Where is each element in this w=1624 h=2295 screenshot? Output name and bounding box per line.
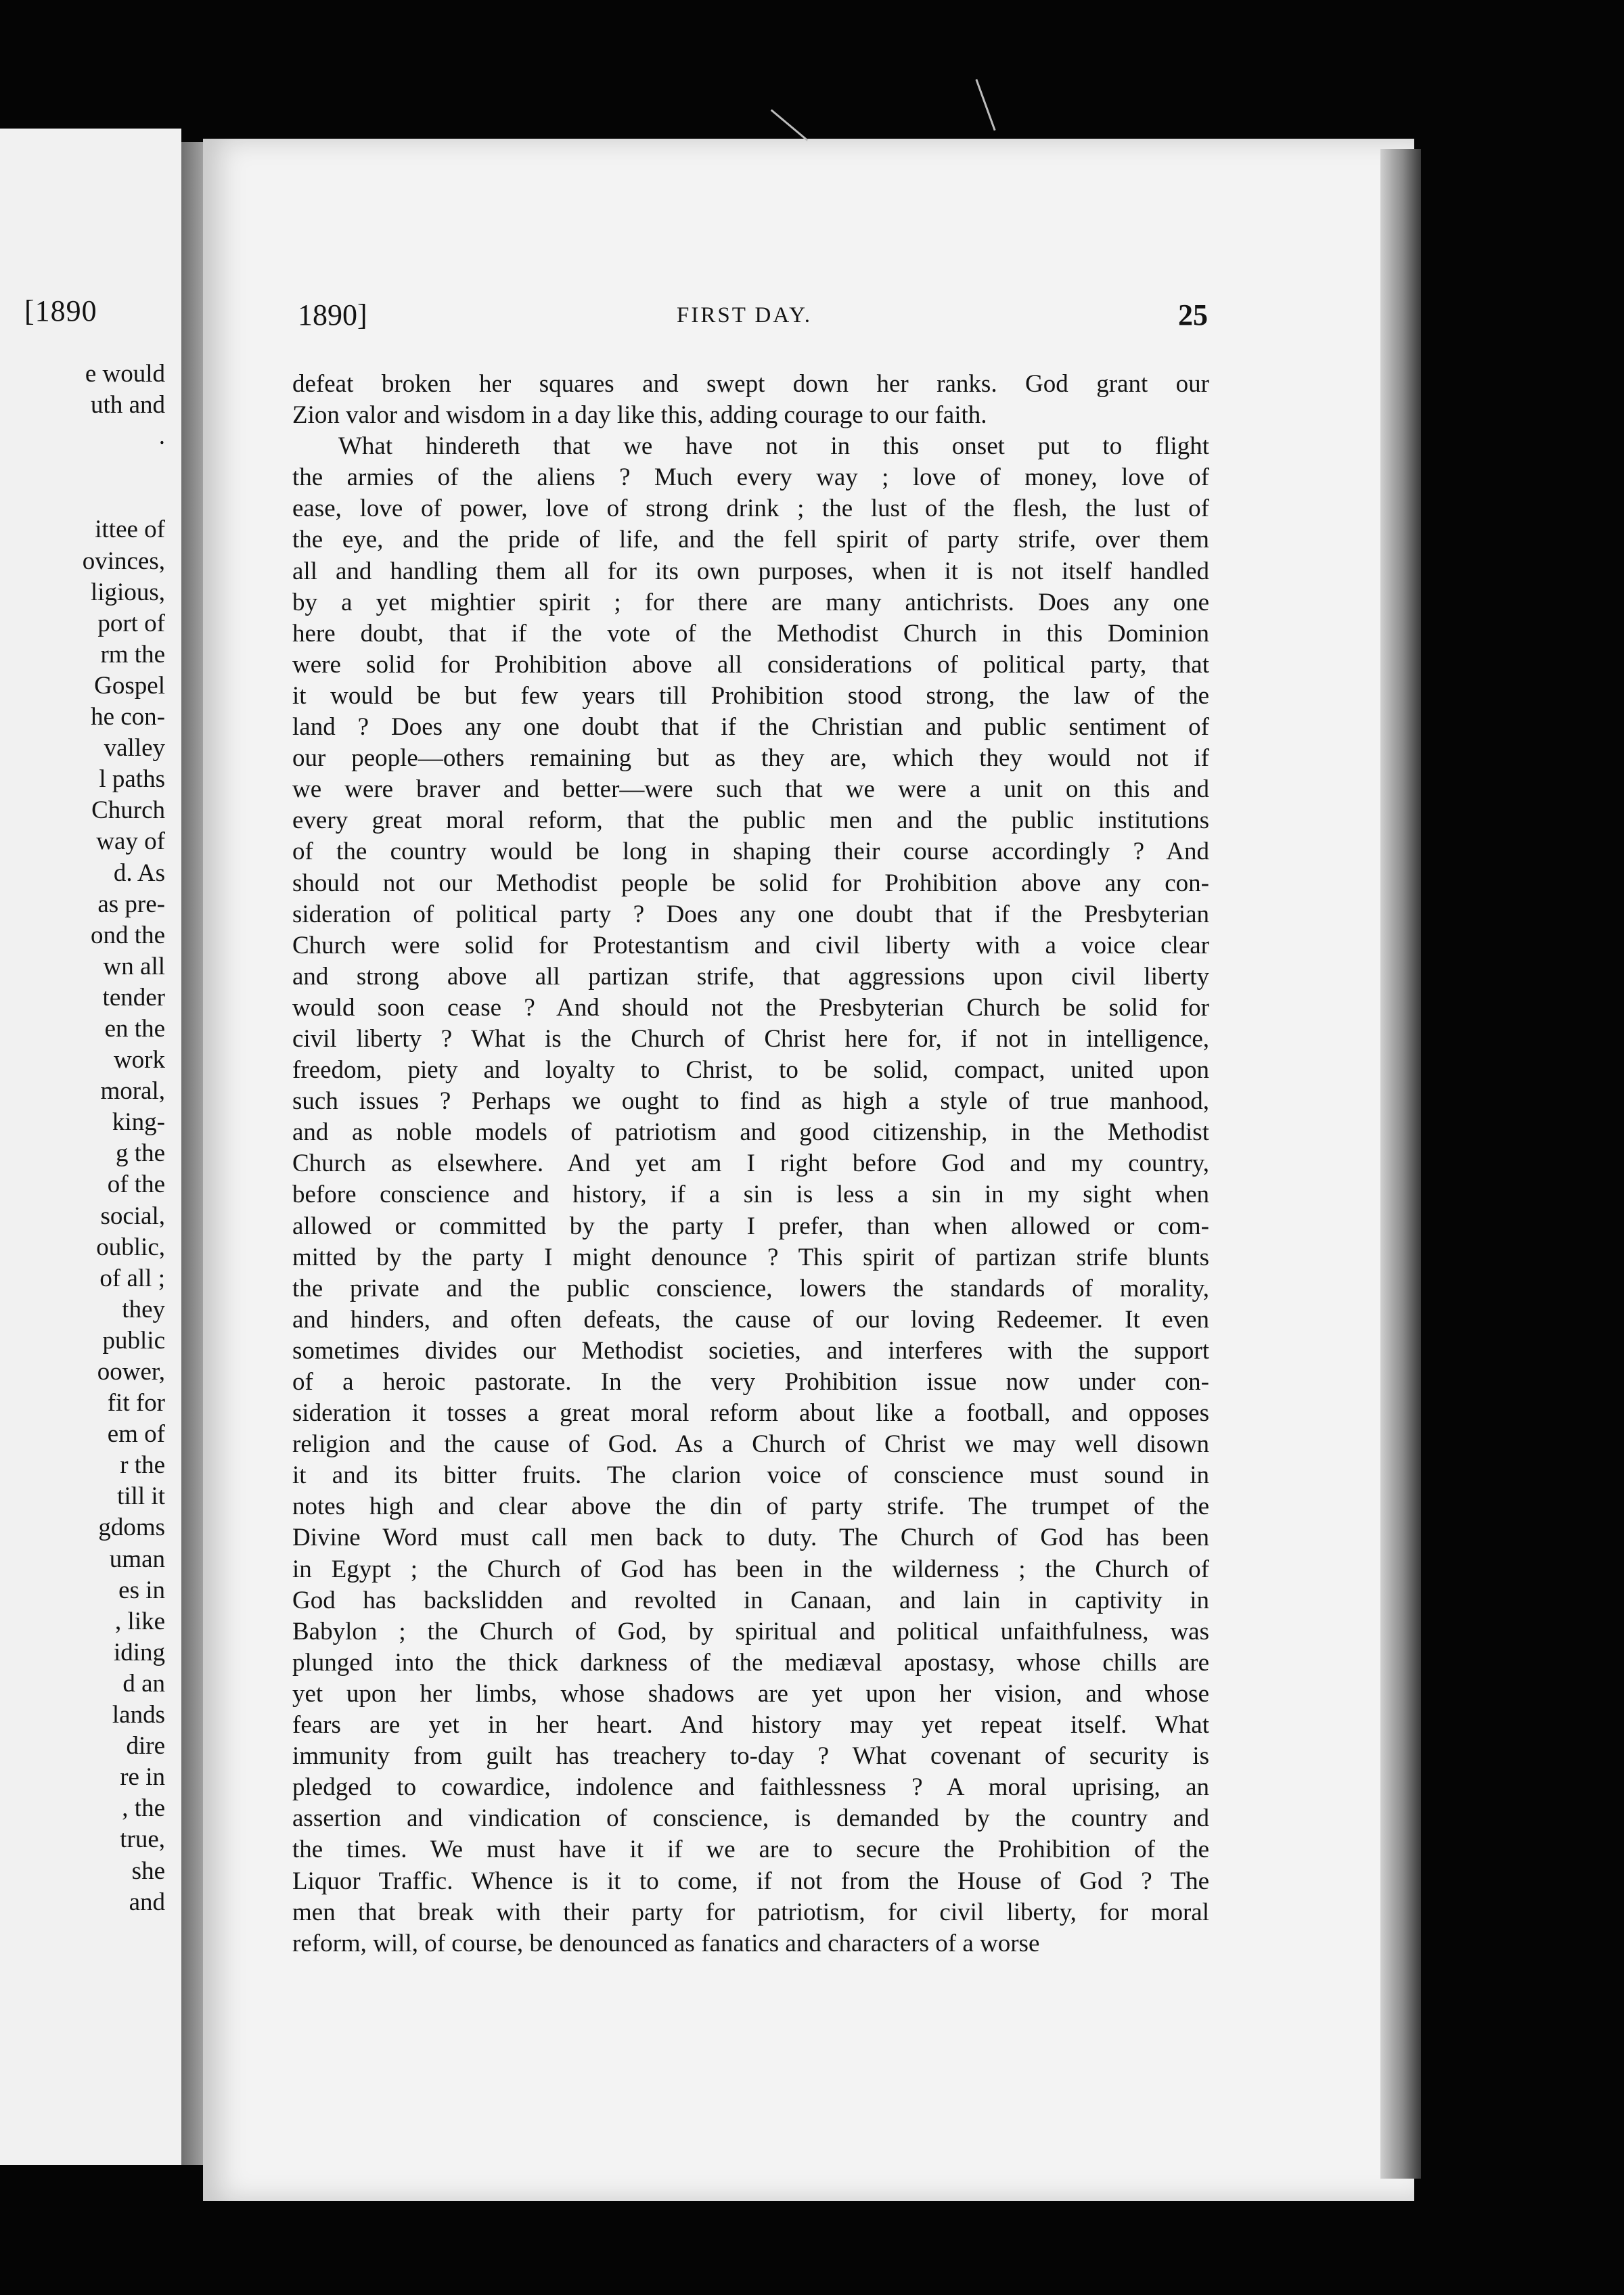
previous-page-text-line: ond the [91,921,165,949]
text-line: should not our Methodist people be solid for Prohibition above any con- [292,869,1209,897]
previous-page-text-line: re in [120,1763,165,1792]
text-line: in Egypt ; the Church of God has been in the wilderness ; the Church of [292,1555,1209,1583]
page-body-text [292,369,1209,1959]
previous-page-text-line: Church [91,796,165,825]
previous-page-text-line: uman [109,1545,165,1573]
film-scratch [975,79,995,131]
text-line: the times. We must have it if we are to secure the Prohibition of the [292,1836,1209,1864]
text-line: immunity from guilt has treachery to-day ? What covenant of security is [292,1742,1209,1771]
previous-page-text-line: valley [104,734,165,763]
previous-page-text-line: r the [120,1451,165,1480]
text-line: would soon cease ? And should not the Presbyterian Church be solid for [292,993,1209,1022]
text-line: the eye, and the pride of life, and the fell spirit of party strife, over them [292,526,1209,554]
text-line: reform, will, of course, be denounced as fanatics and characters of a worse [292,1929,1040,1957]
previous-page-text-line: public [102,1326,165,1355]
previous-page-text-line: oower, [97,1358,165,1386]
previous-page-text-line: iding [113,1638,165,1666]
text-line: defeat broken her squares and swept down her ranks. God grant our [292,370,1209,398]
previous-page-text-line: ittee of [95,516,165,544]
text-line: sometimes divides our Methodist societies, and interferes with the support [292,1336,1209,1365]
previous-page-text-line: moral, [100,1077,165,1106]
text-line: and strong above all partizan strife, that aggressions upon civil liberty [292,962,1209,991]
previous-page-text-line: gdoms [98,1514,165,1542]
text-line: allowed or committed by the party I prefer, than when allowed or com- [292,1212,1209,1240]
text-line: religion and the cause of God. As a Church of Christ we may well disown [292,1430,1209,1459]
text-line: Babylon ; the Church of God, by spiritual and political unfaithfulness, was [292,1617,1209,1645]
previous-page-text-line: tender [102,983,165,1012]
text-line: God has backslidden and revolted in Canaan, and lain in captivity in [292,1586,1209,1614]
previous-page-text-fragments [0,359,165,1918]
previous-page [0,129,181,2165]
text-line: notes high and clear above the din of party strife. The trumpet of the [292,1493,1209,1521]
previous-page-text-line [0,483,165,514]
text-line: ease, love of power, love of strong drink ; the lust of the flesh, the lust of [292,495,1209,523]
previous-page-text-line: dire [126,1732,165,1760]
text-line: Divine Word must call men back to duty. The Church of God has been [292,1524,1209,1552]
text-line: it and its bitter fruits. The clarion voice of conscience must sound in [292,1461,1209,1490]
running-head-year: 1890] [298,298,367,332]
text-line: fears are yet in her heart. And history may yet repeat itself. What [292,1711,1209,1740]
previous-page-text-line: es in [118,1576,165,1604]
previous-page-text-line: king- [112,1108,165,1137]
text-line: yet upon her limbs, whose shadows are yet upon her vision, and whose [292,1679,1209,1708]
text-line: by a yet mightier spirit ; for there are many antichrists. Does any one [292,588,1209,616]
text-line: Zion valor and wisdom in a day like this, adding courage to our faith. [292,401,987,430]
previous-page-text-line: . [158,422,165,451]
text-line: all and handling them all for its own purposes, when it is not itself handled [292,557,1209,585]
previous-page-text-line: ovinces, [82,547,165,575]
previous-page-text-line: oublic, [96,1233,165,1261]
previous-page-text-line: lands [112,1701,165,1729]
previous-page-text-line: d an [122,1669,165,1698]
previous-page-text-line: way of [96,827,165,856]
text-line: of a heroic pastorate. In the very Prohibition issue now under con- [292,1368,1209,1396]
text-line: and hinders, and often defeats, the cause of our loving Redeemer. It even [292,1305,1209,1334]
previous-page-text-line: e would [85,360,165,388]
text-line: Church as elsewhere. And yet am I right before God and my country, [292,1150,1209,1178]
previous-page-text-line: port of [97,609,165,637]
previous-page-text-line: wn all [103,952,165,980]
text-line: the private and the public conscience, lowers the standards of morality, [292,1274,1209,1302]
previous-page-text-line: en the [104,1014,165,1043]
page-edge-shadow [1380,149,1421,2179]
previous-page-text-line: rm the [100,640,165,668]
previous-page-text-line: social, [100,1202,165,1230]
previous-page-text-line: g the [116,1139,165,1168]
text-line: were solid for Prohibition above all considerations of political party, that [292,650,1209,679]
text-line: pledged to cowardice, indolence and faithlessness ? A moral uprising, an [292,1773,1209,1802]
previous-page-text-line: work [113,1046,165,1074]
previous-page-text-line [0,452,165,483]
previous-page-text-line: Gospel [94,671,165,700]
previous-page-text-line: and [129,1888,165,1916]
text-line: sideration of political party ? Does any one doubt that if the Presbyterian [292,900,1209,928]
text-line: civil liberty ? What is the Church of Christ here for, if not in intelligence, [292,1024,1209,1053]
text-line: it would be but few years till Prohibition stood strong, the law of the [292,681,1209,710]
previous-page-text-line: , the [122,1794,165,1823]
text-line: such issues ? Perhaps we ought to find as high a style of true manhood, [292,1087,1209,1116]
previous-page-text-line: till it [117,1482,165,1511]
text-line: plunged into the thick darkness of the mediæval apostasy, whose chills are [292,1648,1209,1677]
text-line: What hindereth that we have not in this onset put to flight [338,432,1209,461]
running-head-title: FIRST DAY. [677,303,812,327]
film-scratch [771,109,809,141]
previous-page-text-line: of all ; [99,1264,165,1292]
text-line: we were braver and better—were such that we were a unit on this and [292,775,1209,804]
text-line: and as noble models of patriotism and good citizenship, in the Methodist [292,1118,1209,1147]
previous-page-text-line: she [131,1857,165,1885]
page-number: 25 [1178,298,1208,332]
text-line: land ? Does any one doubt that if the Christian and public sentiment of [292,713,1209,742]
previous-page-text-line: uth and [91,391,165,419]
text-line: the armies of the aliens ? Much every way ; love of money, love of [292,463,1209,492]
text-line: Liquor Traffic. Whence is it to come, if not from the House of God ? The [292,1867,1209,1895]
previous-page-text-line: of the [107,1171,165,1199]
previous-page-running-head: [1890 [24,294,97,327]
previous-page-text-line: l paths [99,765,165,794]
text-line: assertion and vindication of conscience, is demanded by the country and [292,1804,1209,1833]
previous-page-text-line: they [122,1295,165,1323]
text-line: our people—others remaining but as they are, which they would not if [292,744,1209,773]
text-line: of the country would be long in shaping their course accordingly ? And [292,838,1209,866]
previous-page-text-line: true, [120,1825,165,1854]
text-line: sideration it tosses a great moral reform about like a football, and opposes [292,1399,1209,1428]
text-line: before conscience and history, if a sin is less a sin in my sight when [292,1181,1209,1209]
previous-page-text-line: em of [107,1420,165,1449]
text-line: freedom, piety and loyalty to Christ, to be solid, compact, united upon [292,1056,1209,1085]
previous-page-text-line: ligious, [91,578,165,606]
text-line: men that break with their party for patriotism, for civil liberty, for moral [292,1898,1209,1926]
previous-page-text-line: fit for [107,1389,165,1417]
text-line: Church were solid for Protestantism and civil liberty with a voice clear [292,931,1209,959]
text-line: every great moral reform, that the public men and the public institutions [292,806,1209,835]
previous-page-text-line: , like [115,1607,165,1635]
previous-page-text-line: he con- [91,703,165,731]
text-line: mitted by the party I might denounce ? This spirit of partizan strife blunts [292,1243,1209,1271]
previous-page-text-line: d. As [113,859,165,887]
previous-page-text-line: as pre- [97,890,165,918]
text-line: here doubt, that if the vote of the Methodist Church in this Dominion [292,619,1209,647]
running-head [298,298,1208,338]
